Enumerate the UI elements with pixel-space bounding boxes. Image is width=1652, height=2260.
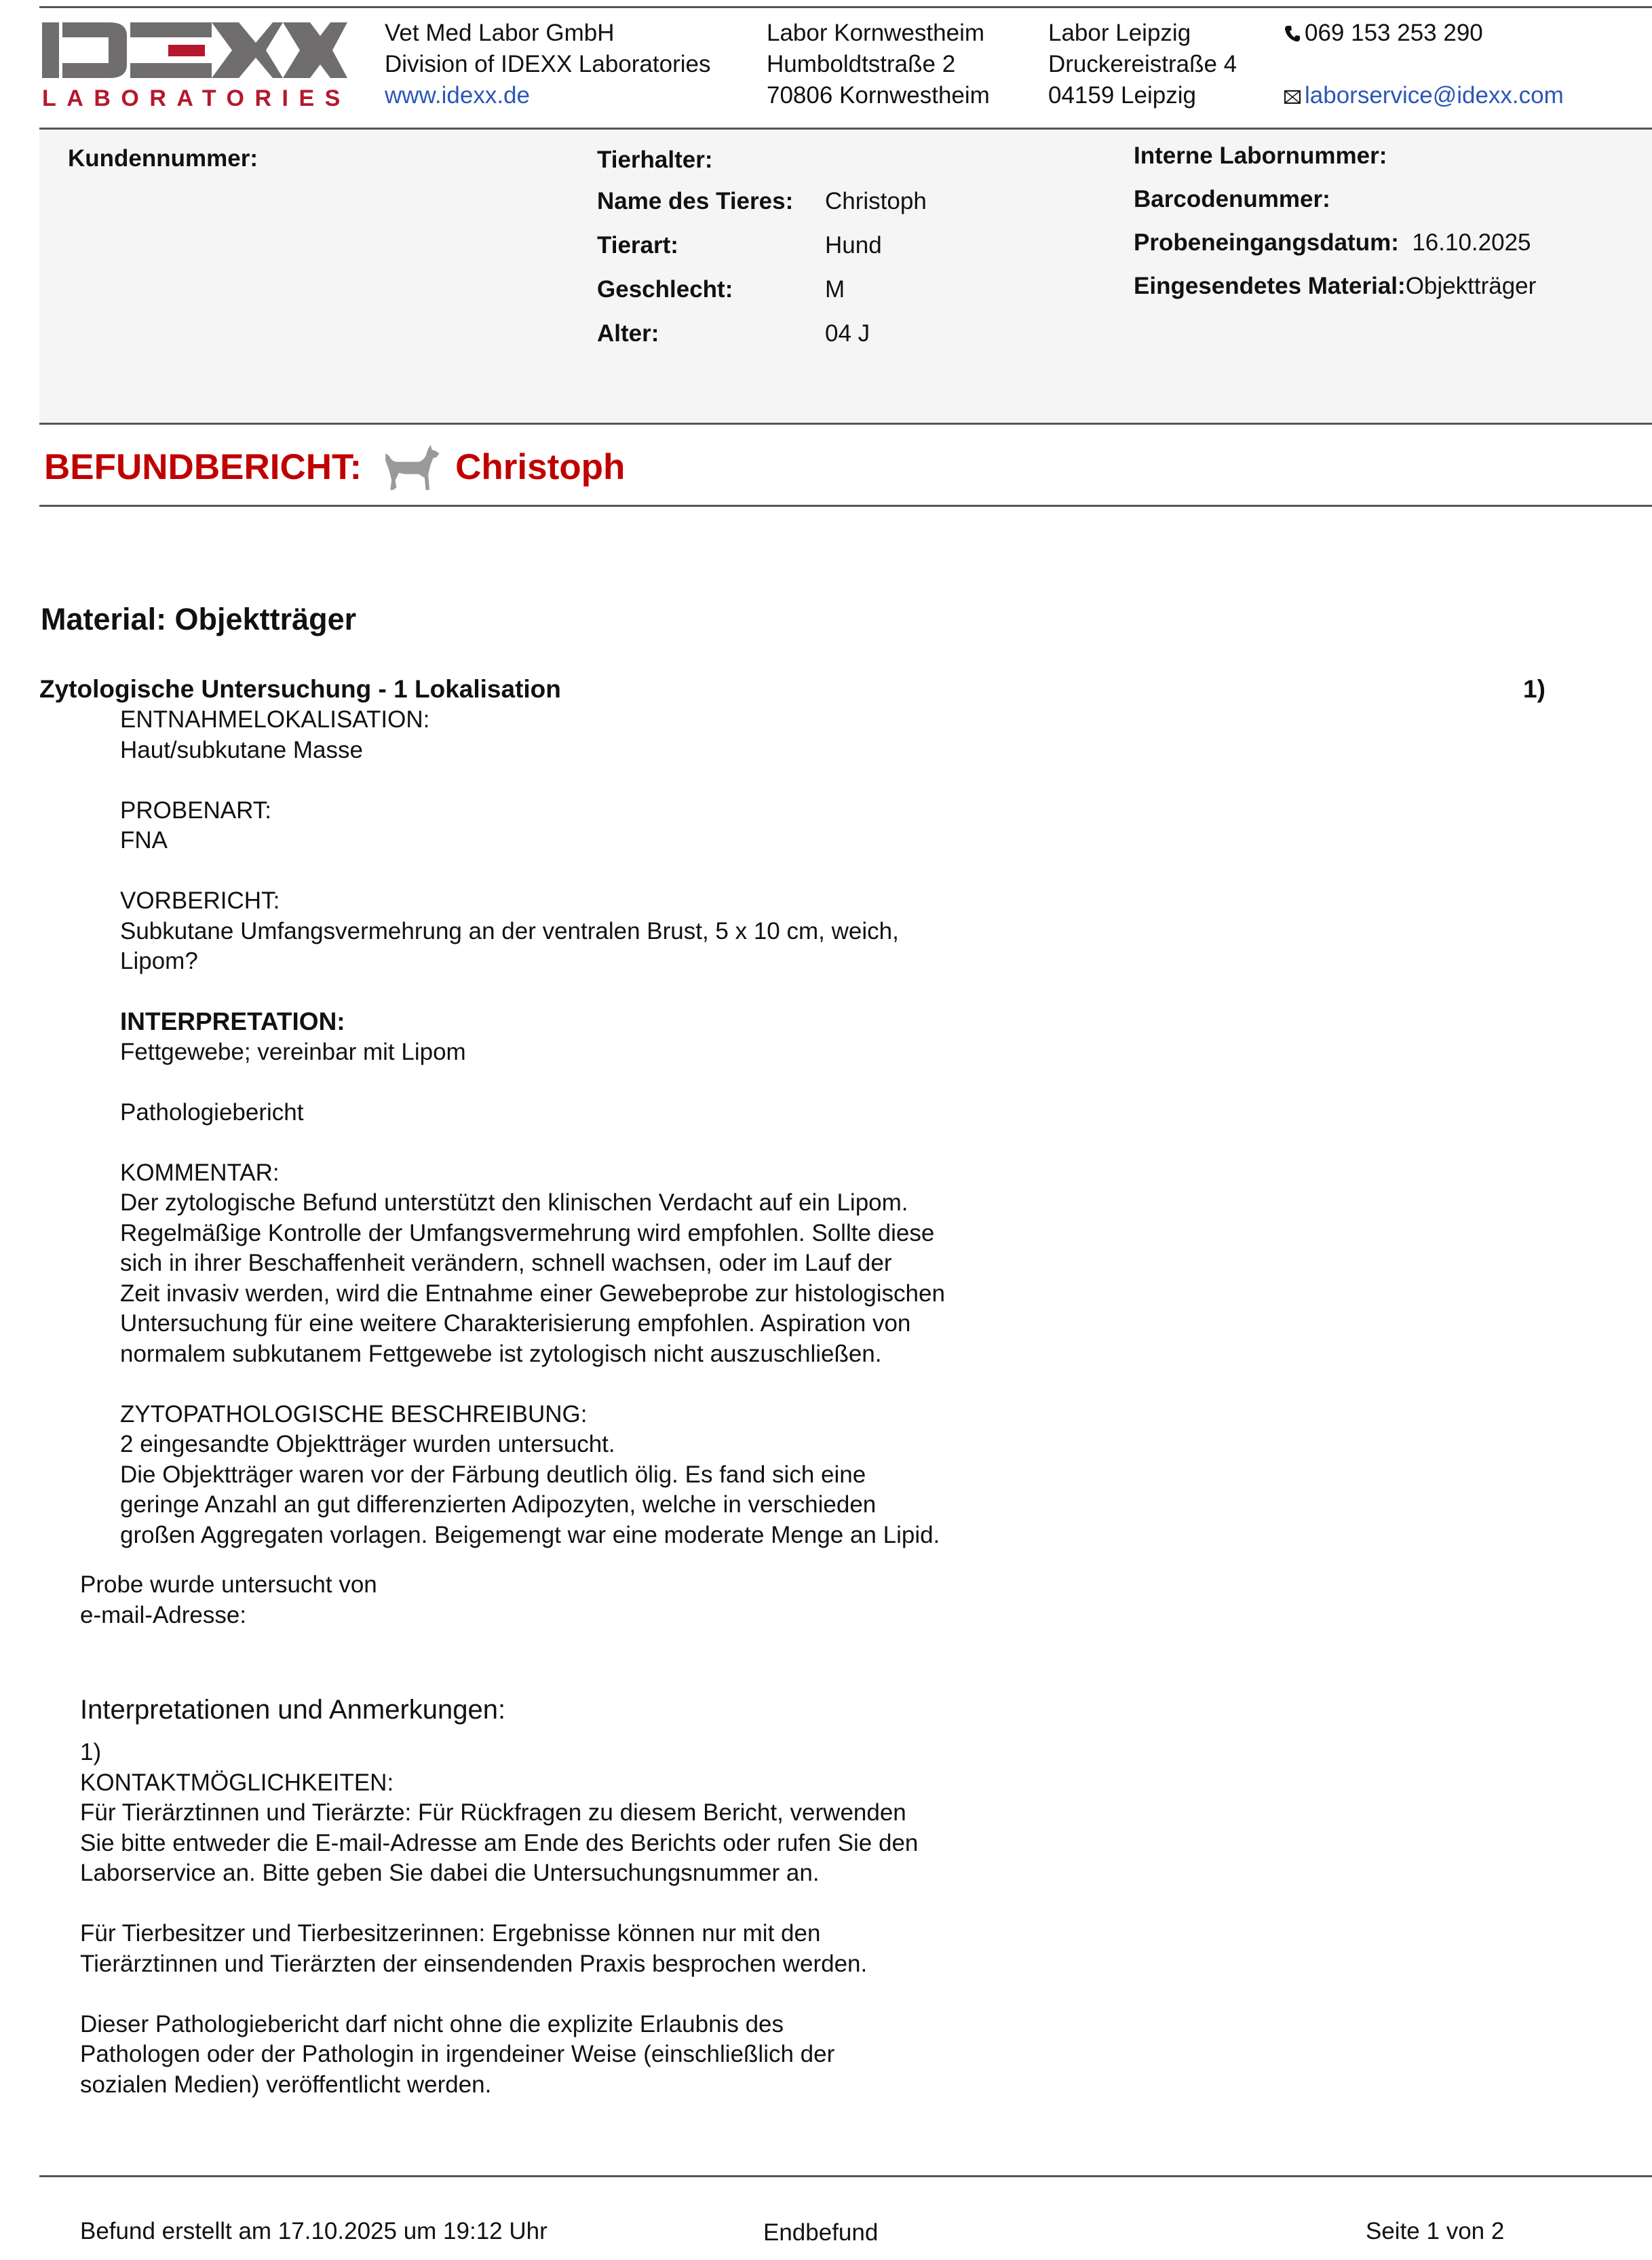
material-heading: Material: Objektträger — [41, 602, 357, 636]
examined-by-label: Probe wurde untersucht von — [80, 1571, 377, 1598]
lab-kornwestheim-address — [767, 18, 990, 111]
comment-line: sich in ihrer Beschaffenheit verändern, schnell wachsen, oder im Lauf der — [120, 1250, 892, 1276]
publish-note-line: sozialen Medien) veröffentlicht werden. — [80, 2071, 492, 2098]
report-title-label: BEFUNDBERICHT: — [44, 446, 362, 487]
pet-details — [597, 186, 927, 362]
notes-body — [80, 1738, 918, 2100]
page-number: Seite 1 von 2 — [1366, 2218, 1505, 2244]
vets-note-line: Sie bitte entweder die E-mail-Adresse am Ende des Berichts oder rufen Sie den — [80, 1829, 919, 1856]
lab1-name: Labor Kornwestheim — [767, 20, 984, 46]
report-patient-name: Christoph — [455, 446, 626, 487]
phone-number[interactable]: 069 153 253 290 — [1305, 20, 1483, 46]
pet-field-age: Alter: 04 J — [597, 320, 870, 347]
owners-note-line: Für Tierbesitzer und Tierbesitzerinnen: Ergebnisse können nur mit den — [80, 1920, 821, 1947]
pet-field-name: Name des Tieres: Christoph — [597, 188, 927, 214]
comment-line: Untersuchung für eine weitere Charakterisierung empfohlen. Aspiration von — [120, 1310, 911, 1337]
idexx-logo — [42, 22, 351, 117]
lab1-street: Humboldtstraße 2 — [767, 51, 956, 77]
website-link[interactable]: www.idexx.de — [385, 82, 530, 109]
comment-line: normalem subkutanem Fettgewebe ist zytologisch nicht auszuschließen. — [120, 1340, 882, 1367]
owners-note-line: Tierärztinnen und Tierärzten der einsendenden Praxis besprochen werden. — [80, 1950, 868, 1977]
vets-note-line: Laborservice an. Bitte geben Sie dabei die Untersuchungsnummer an. — [80, 1860, 820, 1886]
contact-label: KONTAKTMÖGLICHKEITEN: — [80, 1769, 394, 1796]
lab2-city: 04159 Leipzig — [1048, 82, 1196, 109]
description-line: Die Objektträger waren vor der Färbung deutlich ölig. Es fand sich eine — [120, 1461, 866, 1488]
lab-field-material: Eingesendetes Material:Objektträger — [1134, 273, 1537, 299]
lab-field-barcode: Barcodenummer: — [1134, 186, 1330, 212]
examiner-email-label: e-mail-Adresse: — [80, 1601, 247, 1628]
email-link[interactable]: laborservice@idexx.com — [1305, 82, 1564, 109]
interpretation-label: INTERPRETATION: — [120, 1008, 345, 1035]
description-line: geringe Anzahl an gut differenzierten Adipozyten, welche in verschieden — [120, 1491, 877, 1518]
lab-details — [1134, 140, 1536, 314]
comment-label: KOMMENTAR: — [120, 1159, 280, 1186]
history-line: Lipom? — [120, 948, 198, 974]
customer-number-label: Kundennummer: — [68, 145, 258, 172]
info-divider — [39, 423, 1652, 425]
description-line: großen Aggregaten vorlagen. Beigemengt war eine moderate Menge an Lipid. — [120, 1521, 940, 1548]
comment-line: Der zytologische Befund unterstützt den klinischen Verdacht auf ein Lipom. — [120, 1189, 908, 1216]
envelope-icon — [1284, 80, 1305, 111]
pathology-report-label: Pathologiebericht — [120, 1098, 304, 1126]
comment-line: Regelmäßige Kontrolle der Umfangsvermehrung wird empfohlen. Sollte diese — [120, 1219, 935, 1246]
publish-note-line: Dieser Pathologiebericht darf nicht ohne die explizite Erlaubnis des — [80, 2010, 784, 2037]
company-name: Vet Med Labor GmbH — [385, 20, 615, 46]
lab2-name: Labor Leipzig — [1048, 20, 1191, 46]
title-divider — [39, 505, 1652, 507]
top-divider — [39, 6, 1652, 8]
logo-subtitle: LABORATORIES — [42, 85, 351, 111]
phone-icon — [1284, 18, 1305, 49]
location-label: ENTNAHMELOKALISATION: — [120, 706, 430, 733]
owner-label: Tierhalter: — [597, 147, 713, 173]
pet-field-sex: Geschlecht: M — [597, 276, 845, 303]
report-status: Endbefund — [763, 2219, 879, 2246]
company-info — [385, 18, 711, 111]
test-footnote-ref: 1) — [1523, 675, 1545, 703]
lab-field-received-date: Probeneingangsdatum: 16.10.2025 — [1134, 229, 1531, 256]
description-label: ZYTOPATHOLOGISCHE BESCHREIBUNG: — [120, 1400, 588, 1428]
report-body — [120, 705, 945, 1550]
sample-type-label: PROBENART: — [120, 797, 272, 824]
lab2-street: Druckereistraße 4 — [1048, 51, 1237, 77]
examiner-block — [80, 1570, 377, 1630]
notes-ref: 1) — [80, 1739, 102, 1765]
sample-type-value: FNA — [120, 827, 168, 854]
description-line: 2 eingesandte Objektträger wurden untersucht. — [120, 1431, 615, 1457]
pet-field-species: Tierart: Hund — [597, 232, 882, 258]
publish-note-line: Pathologen oder der Pathologin in irgendeiner Weise (einschließlich der — [80, 2041, 835, 2067]
history-label: VORBERICHT: — [120, 887, 280, 914]
contact-info — [1284, 18, 1564, 111]
lab-field-internal-number: Interne Labornummer: — [1134, 142, 1387, 169]
notes-heading: Interpretationen und Anmerkungen: — [80, 1695, 506, 1725]
location-value: Haut/subkutane Masse — [120, 736, 363, 763]
company-division: Division of IDEXX Laboratories — [385, 51, 711, 77]
email-row — [1284, 80, 1564, 111]
phone-row — [1284, 18, 1564, 49]
vets-note-line: Für Tierärztinnen und Tierärzte: Für Rückfragen zu diesem Bericht, verwenden — [80, 1799, 906, 1826]
footer-divider — [39, 2175, 1652, 2177]
report-title — [44, 440, 625, 494]
interpretation-value: Fettgewebe; vereinbar mit Lipom — [120, 1038, 466, 1065]
test-heading: Zytologische Untersuchung - 1 Lokalisation — [39, 675, 561, 703]
history-line: Subkutane Umfangsvermehrung an der ventralen Brust, 5 x 10 cm, weich, — [120, 917, 899, 944]
lab-leipzig-address — [1048, 18, 1237, 111]
comment-line: Zeit invasiv werden, wird die Entnahme einer Gewebeprobe zur histologischen — [120, 1280, 945, 1307]
lab1-city: 70806 Kornwestheim — [767, 82, 990, 109]
dog-icon — [381, 441, 442, 493]
report-created-timestamp: Befund erstellt am 17.10.2025 um 19:12 Uhr — [80, 2218, 548, 2244]
